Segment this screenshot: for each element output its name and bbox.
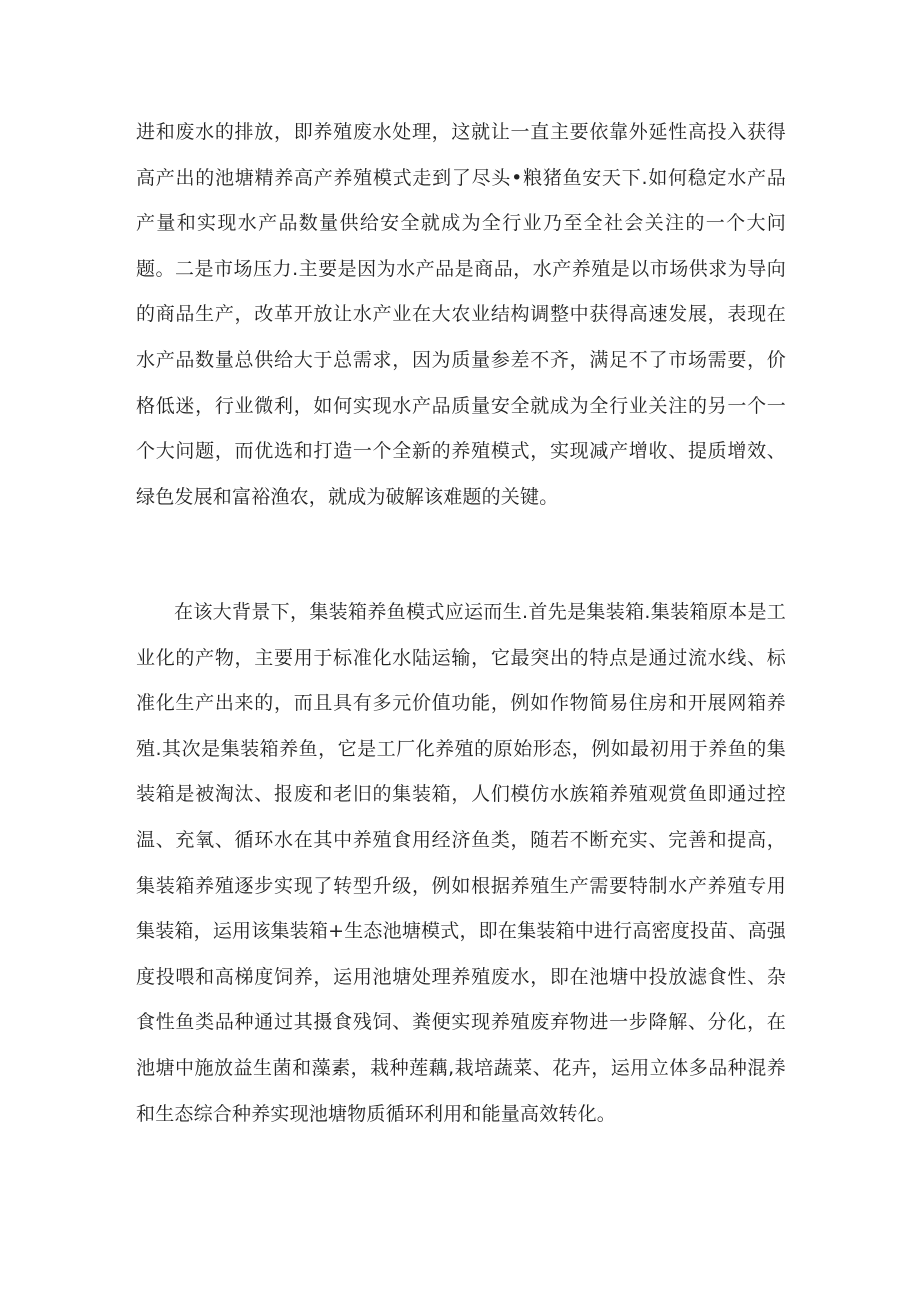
paragraph-2: 在该大背景下，集装箱养鱼模式应运而生.首先是集装箱.集装箱原本是工业化的产物，主要用于标准化水陆运输，它最突出的特点是通过流水线、标准化生产出来的，而且具有多元价值功能，例如作物简易住房和开展网箱养殖.其次是集装箱养鱼，它是工厂化养殖的原始形态，例如最初用于养鱼的集装箱是被淘汰、报废和老旧的集装箱，人们模仿水族箱养殖观赏鱼即通过控温、充氧、循环水在其中养殖食用经济鱼类，随若不断充实、完善和提高，集装箱养殖逐步实现了转型升级，例如根据养殖生产需要特制水产养殖专用集装箱，运用该集装箱+生态池塘模式，即在集装箱中进行高密度投苗、高强度投喂和高梯度饲养，运用池塘处理养殖废水，即在池塘中投放滤食性、杂食性鱼类品种通过其摄食残饲、粪便实现养殖废弃物进一步降解、分化，在池塘中施放益生菌和藻素，栽种莲藕,栽培蔬菜、花卉，运用立体多品种混养和生态综合种养实现池塘物质循环利用和能量高效转化。 [136,601,786,1125]
paragraph-1: 进和废水的排放，即养殖废水处理，这就让一直主要依靠外延性高投入获得高产出的池塘精养高产养殖模式走到了尽头•粮猪鱼安天下.如何稳定水产品产量和实现水产品数量供给安全就成为全行业乃至全社会关注的一个大问题。二是市场压力.主要是因为水产品是商品，水产养殖是以市场供求为导向的商品生产，改革开放让水产业在大农业结构调整中获得高速发展，表现在水产品数量总供给大于总需求，因为质量参差不齐，满足不了市场需要，价格低迷，行业微利，如何实现水产品质量安全就成为全行业关注的另一个一个大问题，而优选和打造一个全新的养殖模式，实现减产增收、提质增效、绿色发展和富裕渔农，就成为破解该难题的关键。 [136,121,786,508]
